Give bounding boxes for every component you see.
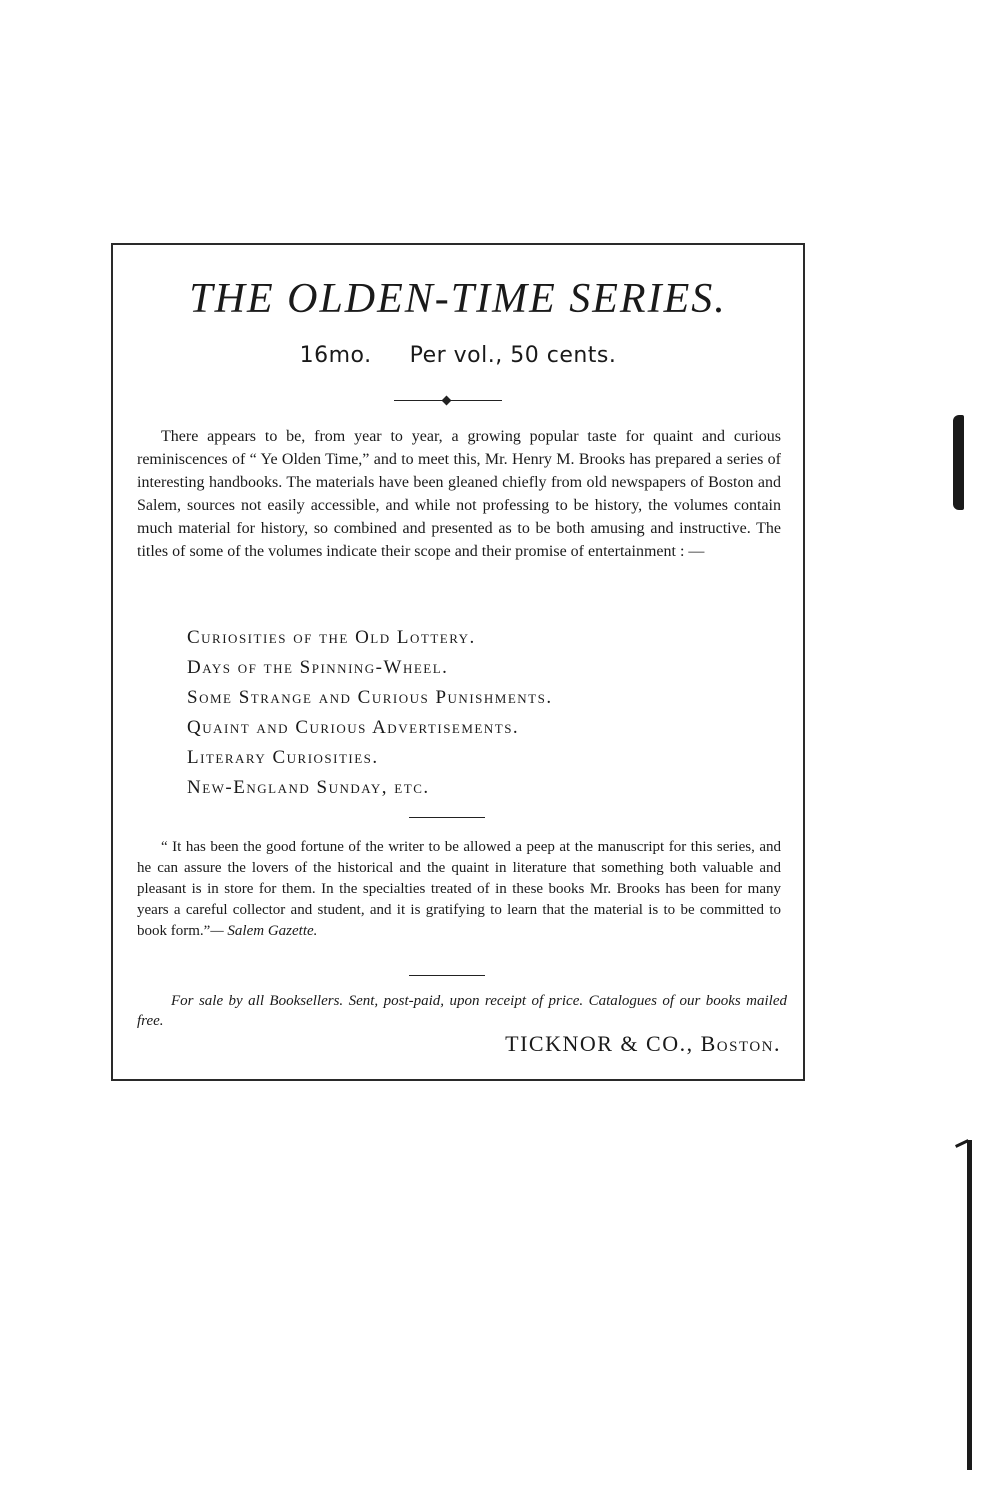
sale-note: For sale by all Booksellers. Sent, post-paid, upon receipt of price. Catalogues of our books mailed free. [137, 993, 787, 1029]
format-price-line [113, 343, 803, 368]
review-quote [137, 837, 781, 942]
volume-title: Quaint and Curious Advertisements. [187, 717, 520, 738]
intro-paragraph: There appears to be, from year to year, a growing popular taste for quaint and curious reminiscences of “ Ye Olden Time,” and to meet this, Mr. Henry M. Brooks has prepared a series of interesting handbooks. The materials have been gleaned chiefly from old newspapers of Boston and Salem, sources not easily accessible, and while not professing to be history, the volumes contain much material for history, so combined and presented as to be both amusing and instructive. The titles of some of the volumes indicate their scope and their promise of entertainment : — [137, 428, 781, 560]
volume-titles-list [187, 623, 553, 803]
scan-edge-mark [953, 415, 964, 510]
volume-title: Literary Curiosities. [187, 747, 379, 768]
book-format: 16mo. [299, 343, 372, 368]
publisher-name: TICKNOR & CO., [505, 1031, 694, 1056]
quote-source: — Salem Gazette. [210, 923, 318, 939]
publisher-imprint [505, 1031, 781, 1057]
volume-title: Some Strange and Curious Punishments. [187, 687, 553, 708]
quote-text: “ It has been the good fortune of the writer to be allowed a peep at the manuscript for this series, and he can assure the lovers of the historical and the quaint in literature that something both valuable and pleasant is in store for them. In the specialties treated of in these books Mr. Brooks has been for many years a careful collector and student, and it is gratifying to learn that the material is to be committed to book form.” [137, 839, 781, 939]
price-per-volume: Per vol., 50 cents. [409, 343, 617, 368]
series-title: THE OLDEN-TIME SERIES. [189, 276, 727, 322]
volume-title: Days of the Spinning-Wheel. [187, 657, 449, 678]
section-divider [409, 817, 485, 818]
diamond-divider-ornament [394, 397, 502, 405]
volume-title: Curiosities of the Old Lottery. [187, 627, 476, 648]
advertisement-frame [111, 243, 805, 1081]
scan-edge-mark [967, 1140, 972, 1470]
volume-title: New-England Sunday, etc. [187, 777, 430, 798]
section-divider [409, 975, 485, 976]
publisher-city: Boston. [700, 1031, 781, 1056]
diamond-icon [442, 396, 452, 406]
